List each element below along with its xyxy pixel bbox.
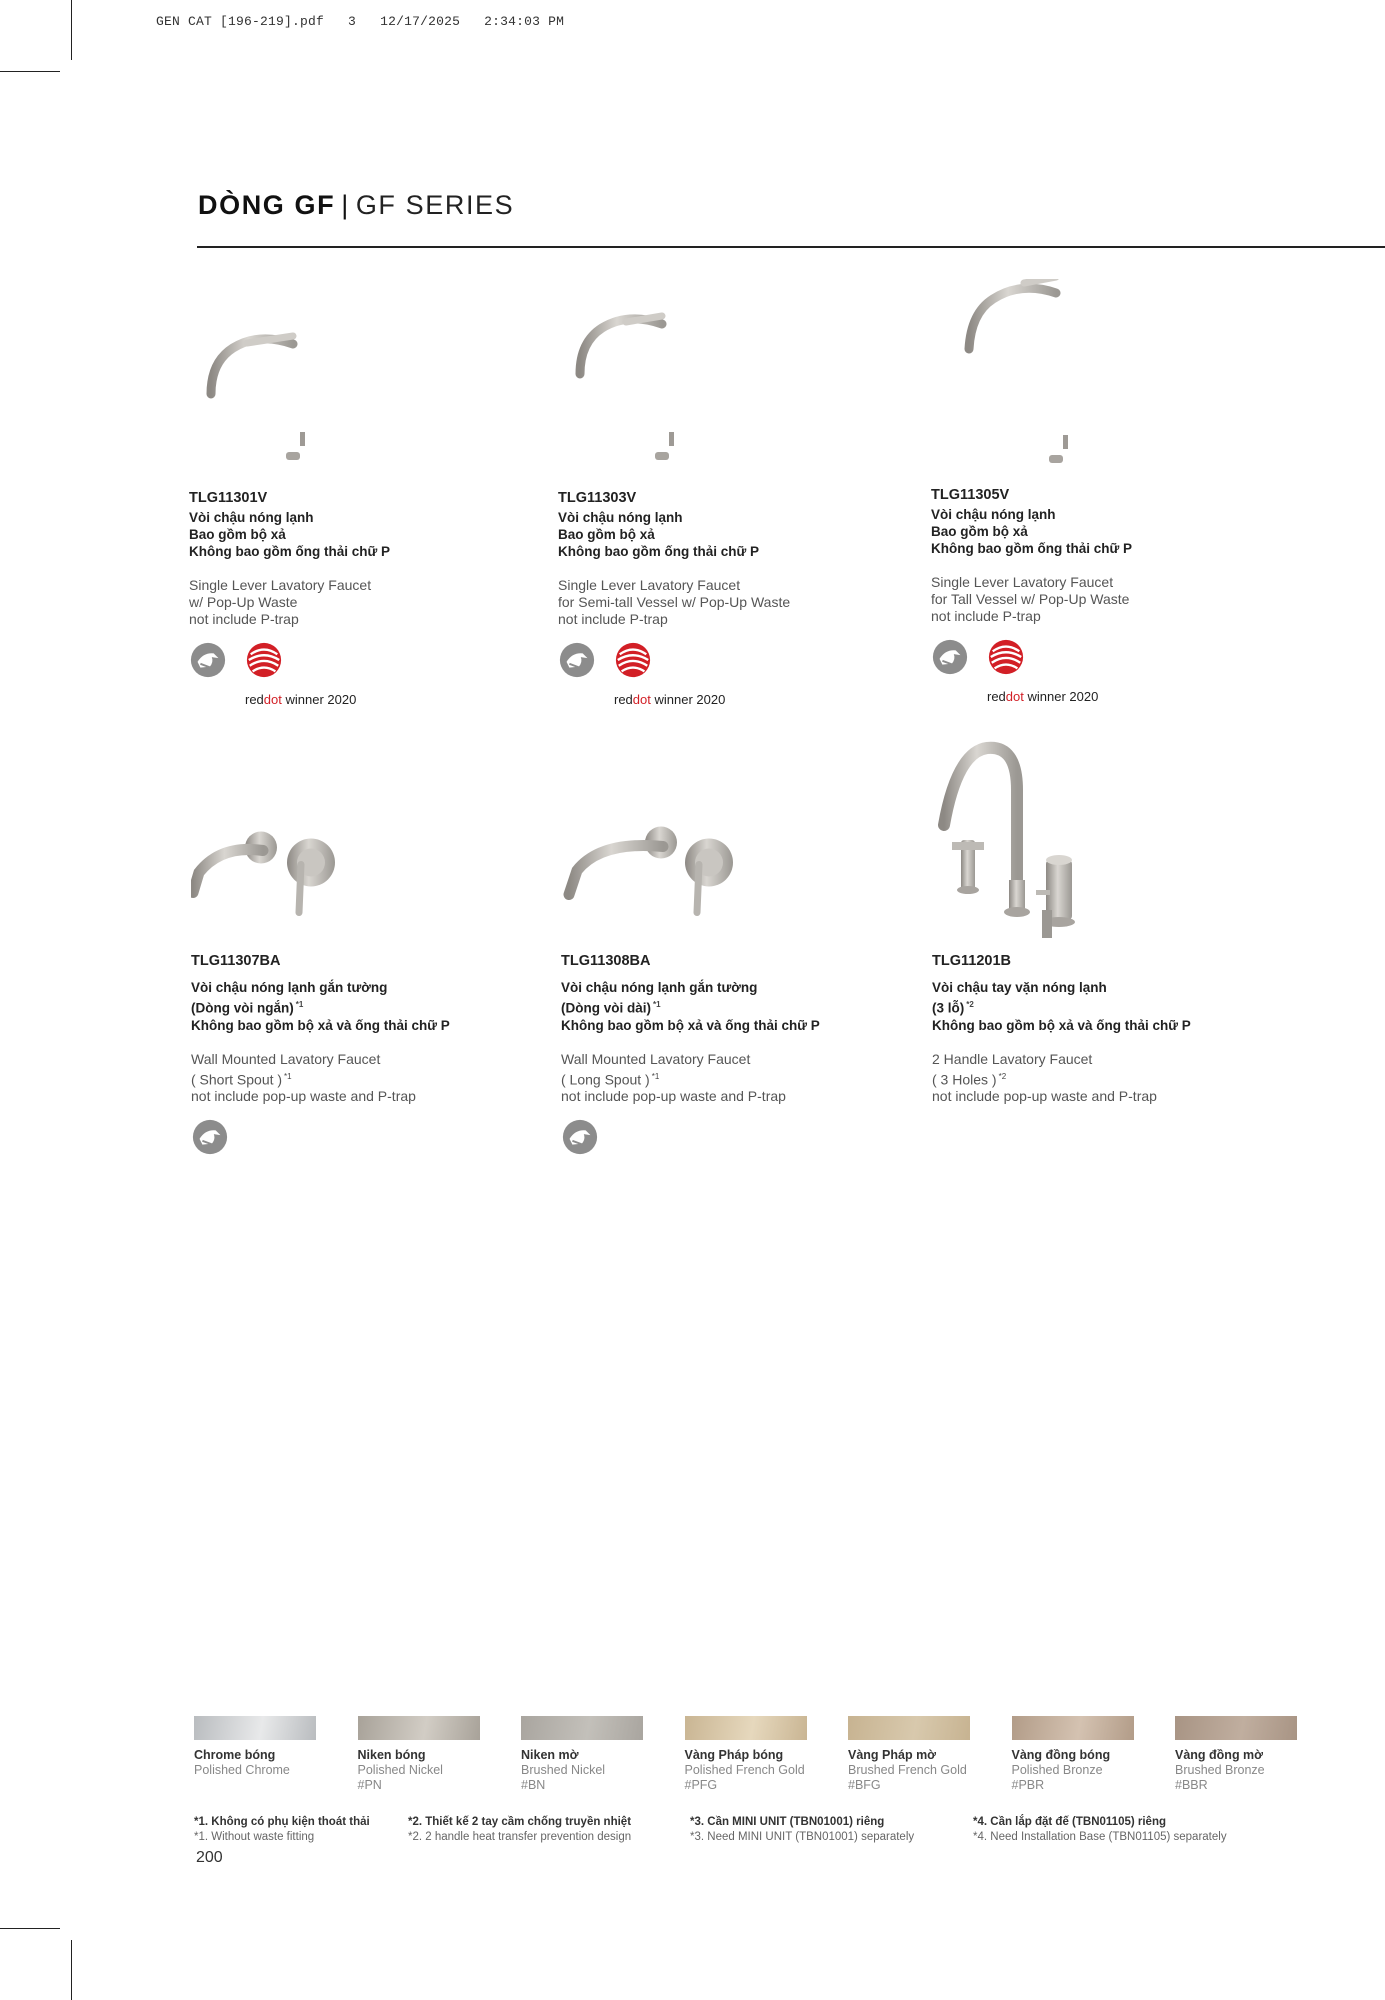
finish-code: #PN bbox=[357, 1778, 382, 1792]
product-vn-line-1: Vòi chậu nóng lạnh bbox=[931, 507, 1056, 522]
finish-name-vn: Vàng Pháp bóng bbox=[684, 1748, 784, 1762]
finish-code: #PFG bbox=[684, 1778, 718, 1792]
product-vn-line-1: Vòi chậu nóng lạnh bbox=[189, 510, 314, 525]
product-card-4 bbox=[191, 740, 531, 1157]
reddot-winner-label: reddot winner 2020 bbox=[245, 692, 357, 707]
finish-code: #BFG bbox=[848, 1778, 881, 1792]
finish-code: #BBR bbox=[1175, 1778, 1208, 1792]
finish-swatch bbox=[194, 1716, 316, 1740]
product-en-line-3: not include pop-up waste and P-trap bbox=[191, 1088, 416, 1105]
footnote-marker: *2 bbox=[998, 1071, 1007, 1081]
series-title-separator: | bbox=[341, 190, 350, 220]
reddot-award-icon bbox=[245, 641, 283, 679]
series-title bbox=[198, 190, 514, 221]
product-vn-line-1: Vòi chậu nóng lạnh gắn tường bbox=[191, 980, 388, 995]
finish-name-vn: Vàng Pháp mờ bbox=[848, 1748, 937, 1762]
series-title-en: GF SERIES bbox=[355, 190, 515, 220]
finish-swatches bbox=[194, 1716, 1297, 1793]
footnote-1: *1. Không có phụ kiện thoát thải *1. Without waste fitting bbox=[194, 1816, 370, 1843]
finish-item bbox=[358, 1716, 480, 1793]
crop-mark-top-horizontal bbox=[0, 71, 60, 72]
product-vn-line-2: (3 lỗ) $^{*2}$ bbox=[932, 1000, 974, 1016]
finish-name-vn: Niken mờ bbox=[521, 1748, 579, 1762]
product-en-line-1: Single Lever Lavatory Faucet bbox=[558, 577, 741, 593]
product-vn-line-3: Không bao gồm ống thải chữ P bbox=[931, 541, 1133, 556]
product-en-line-2: for Semi-tall Vessel w/ Pop-Up Waste bbox=[558, 594, 791, 610]
finish-item bbox=[1175, 1716, 1297, 1793]
hand-wash-icon bbox=[191, 1118, 229, 1156]
faucet-image bbox=[191, 740, 391, 945]
pdf-filename: GEN CAT [196-219].pdf bbox=[156, 14, 325, 29]
finish-name-vn: Niken bóng bbox=[357, 1748, 426, 1762]
faucet-image bbox=[558, 282, 758, 482]
product-code: TLG11301V bbox=[189, 490, 268, 506]
finish-name-en: Brushed French Gold bbox=[848, 1763, 967, 1777]
product-card-1 bbox=[189, 282, 529, 707]
finish-name-vn: Chrome bóng bbox=[194, 1748, 276, 1762]
footnote-marker: *1 bbox=[651, 1071, 660, 1081]
product-code: TLG11201B bbox=[932, 953, 1011, 969]
product-vn-line-1: Vòi chậu tay vặn nóng lạnh bbox=[932, 980, 1107, 995]
footnote-marker: *1 bbox=[653, 1000, 661, 1009]
faucet-image bbox=[561, 740, 761, 945]
product-vn-line-3: Không bao gồm bộ xả và ống thải chữ P bbox=[191, 1017, 450, 1033]
pdf-print-header bbox=[156, 14, 564, 29]
product-en-line-3: not include P-trap bbox=[189, 611, 299, 627]
product-vn-line-2: Bao gồm bộ xả bbox=[931, 524, 1028, 539]
finish-name-vn: Vàng đồng bóng bbox=[1011, 1748, 1111, 1762]
product-en-line-2: ( Long Spout ) $^{*1}$ bbox=[561, 1071, 660, 1088]
product-en-line-1: Wall Mounted Lavatory Faucet bbox=[561, 1050, 751, 1067]
product-vn-line-3: Không bao gồm bộ xả và ống thải chữ P bbox=[561, 1017, 820, 1033]
product-card-6 bbox=[932, 740, 1272, 1105]
finish-name-en: Brushed Nickel bbox=[521, 1763, 606, 1777]
product-vn-line-3: Không bao gồm bộ xả và ống thải chữ P bbox=[932, 1017, 1191, 1033]
pdf-page: 3 bbox=[348, 14, 357, 29]
finish-code: #PBR bbox=[1011, 1778, 1045, 1792]
finish-item bbox=[194, 1716, 316, 1793]
product-en-line-3: not include P-trap bbox=[931, 608, 1041, 624]
crop-mark-bottom-vertical bbox=[71, 1940, 72, 2000]
finish-name-en: Brushed Bronze bbox=[1175, 1763, 1265, 1777]
finish-swatch bbox=[358, 1716, 480, 1740]
product-en-line-2: for Tall Vessel w/ Pop-Up Waste bbox=[931, 591, 1130, 607]
finish-item bbox=[521, 1716, 643, 1793]
product-vn-line-3: Không bao gồm ống thải chữ P bbox=[558, 544, 760, 559]
product-code: TLG11308BA bbox=[561, 953, 651, 969]
footnote-marker: *1 bbox=[284, 1071, 292, 1081]
product-en-line-1: Single Lever Lavatory Faucet bbox=[189, 577, 372, 593]
product-en-line-2: ( 3 Holes ) $^{*2}$ bbox=[932, 1071, 1007, 1088]
product-vn-line-3: Không bao gồm ống thải chữ P bbox=[189, 544, 391, 559]
product-en-line-3: not include pop-up waste and P-trap bbox=[932, 1088, 1157, 1105]
reddot-award-icon bbox=[987, 638, 1025, 676]
pdf-date: 12/17/2025 bbox=[380, 14, 461, 29]
title-rule bbox=[197, 246, 1385, 248]
faucet-image bbox=[931, 279, 1131, 479]
pdf-time: 2:34:03 PM bbox=[484, 14, 565, 29]
finish-name-en: Polished Chrome bbox=[194, 1763, 290, 1777]
product-card-3 bbox=[931, 279, 1271, 704]
product-en-line-1: Single Lever Lavatory Faucet bbox=[931, 574, 1114, 590]
crop-mark-top-vertical bbox=[71, 0, 72, 60]
footnote-marker: *2 bbox=[966, 1000, 974, 1009]
page-number: 200 bbox=[196, 1849, 223, 1866]
product-en-line-2: w/ Pop-Up Waste bbox=[189, 594, 298, 610]
finish-swatch bbox=[1175, 1716, 1297, 1740]
product-vn-line-2: (Dòng vòi dài) $^{*1}$ bbox=[561, 1000, 661, 1016]
hand-wash-icon bbox=[558, 641, 596, 679]
finish-name-vn: Vàng đồng mờ bbox=[1175, 1748, 1264, 1762]
product-en-line-1: Wall Mounted Lavatory Faucet bbox=[191, 1050, 381, 1067]
footnote-2: *2. Thiết kế 2 tay cầm chống truyền nhiệt *2. 2 handle heat transfer prevention design bbox=[408, 1816, 632, 1843]
product-en-line-2: ( Short Spout ) $^{*1}$ bbox=[191, 1071, 292, 1088]
series-title-vn: DÒNG GF bbox=[198, 190, 336, 220]
finish-name-en: Polished French Gold bbox=[684, 1763, 805, 1777]
hand-wash-icon bbox=[189, 641, 227, 679]
finish-swatch bbox=[685, 1716, 807, 1740]
footnote-4: *4. Cần lắp đặt đế (TBN01105) riêng *4. Need Installation Base (TBN01105) separately bbox=[973, 1816, 1227, 1843]
finish-swatch bbox=[1012, 1716, 1134, 1740]
crop-mark-bottom-horizontal bbox=[0, 1928, 60, 1929]
finish-name-en: Polished Nickel bbox=[357, 1763, 443, 1777]
finish-name-en: Polished Bronze bbox=[1011, 1763, 1103, 1777]
product-en-line-3: not include P-trap bbox=[558, 611, 668, 627]
product-card-2 bbox=[558, 282, 898, 707]
reddot-winner-label: reddot winner 2020 bbox=[987, 689, 1099, 704]
finish-item bbox=[1012, 1716, 1134, 1793]
product-vn-line-2: Bao gồm bộ xả bbox=[189, 527, 286, 542]
reddot-award-icon bbox=[614, 641, 652, 679]
product-code: TLG11307BA bbox=[191, 953, 281, 969]
finish-item bbox=[848, 1716, 970, 1793]
finish-item bbox=[685, 1716, 807, 1793]
product-code: TLG11303V bbox=[558, 490, 637, 506]
product-vn-line-1: Vòi chậu nóng lạnh gắn tường bbox=[561, 980, 758, 995]
product-en-line-3: not include pop-up waste and P-trap bbox=[561, 1088, 786, 1105]
faucet-image bbox=[932, 740, 1152, 945]
hand-wash-icon bbox=[561, 1118, 599, 1156]
footnote-3: *3. Cần MINI UNIT (TBN01001) riêng *3. Need MINI UNIT (TBN01001) separately bbox=[690, 1816, 915, 1843]
product-vn-line-2: (Dòng vòi ngắn) $^{*1}$ bbox=[191, 1000, 304, 1016]
footnote-marker: *1 bbox=[295, 1000, 304, 1009]
finish-code: #BN bbox=[521, 1778, 546, 1792]
finish-swatch bbox=[521, 1716, 643, 1740]
product-code: TLG11305V bbox=[931, 487, 1010, 503]
product-vn-line-1: Vòi chậu nóng lạnh bbox=[558, 510, 683, 525]
product-card-5 bbox=[561, 740, 901, 1157]
finish-swatch bbox=[848, 1716, 970, 1740]
product-vn-line-2: Bao gồm bộ xả bbox=[558, 527, 655, 542]
faucet-image bbox=[189, 282, 389, 482]
reddot-winner-label: reddot winner 2020 bbox=[614, 692, 726, 707]
hand-wash-icon bbox=[931, 638, 969, 676]
product-en-line-1: 2 Handle Lavatory Faucet bbox=[932, 1050, 1093, 1067]
